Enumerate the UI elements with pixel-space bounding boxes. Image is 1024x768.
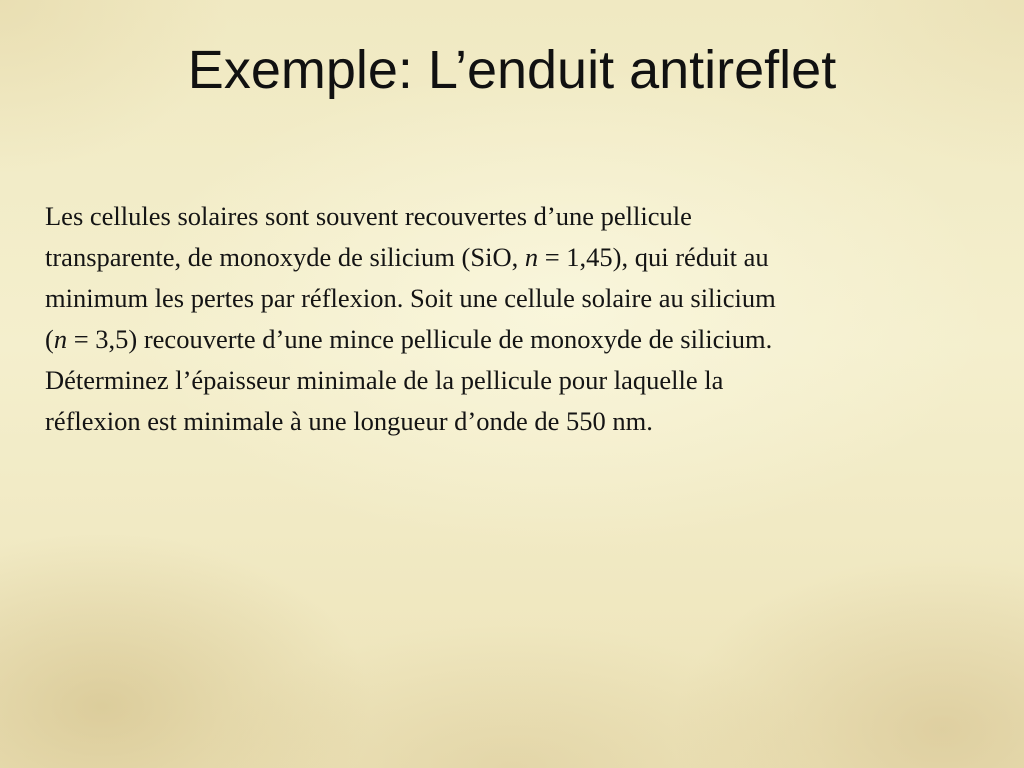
body-line-2-start: transparente, de monoxyde de silicium (SiO, [45,242,525,272]
body-line-4-end: = 3,5) recouverte d’une mince pellicule de monoxyde de silicium. [67,324,773,354]
refractive-index-symbol: n [524,242,539,272]
body-line-2 [45,237,995,278]
body-line-4 [45,319,995,360]
body-line-5: Déterminez l’épaisseur minimale de la pellicule pour laquelle la [45,365,724,395]
body-line-4-start: ( [45,324,54,354]
body-line-3: minimum les pertes par réflexion. Soit une cellule solaire au silicium [45,283,776,313]
body-line-6: réflexion est minimale à une longueur d’onde de 550 nm. [45,406,653,436]
slide-body-text [45,196,995,442]
refractive-index-symbol: n [53,324,68,354]
body-line-2-end: = 1,45), qui réduit au [538,242,769,272]
body-line-1: Les cellules solaires sont souvent recouvertes d’une pellicule [45,201,692,231]
slide-title: Exemple: L’enduit antireflet [187,40,837,100]
